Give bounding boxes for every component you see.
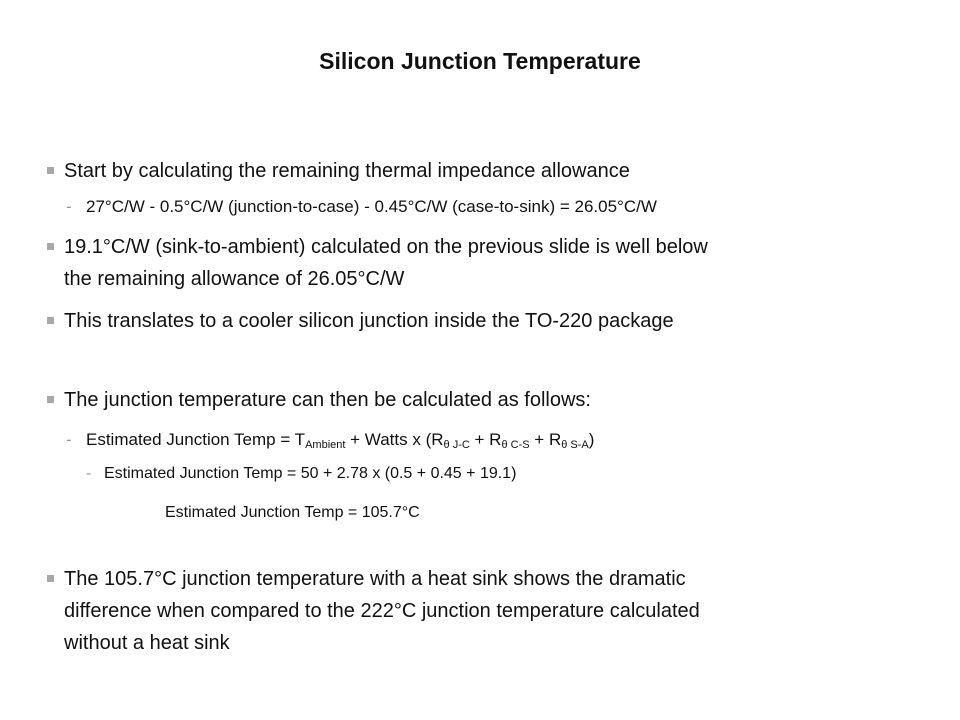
formula-subscript: θ S-A [561, 439, 589, 451]
slide-title: Silicon Junction Temperature [319, 48, 641, 74]
formula-part: Estimated Junction Temp = T [86, 430, 306, 449]
bullet-3-text: This translates to a cooler silicon junction inside the TO-220 package [64, 310, 674, 332]
dash-marker: - [66, 197, 72, 216]
bullet-4-text: The junction temperature can then be calculated as follows: [64, 389, 591, 411]
bullet-marker [47, 243, 54, 250]
bullet-5-line-2: difference when compared to the 222°C junction temperature calculated [64, 600, 700, 622]
bullet-1-text: Start by calculating the remaining thermal impedance allowance [64, 160, 630, 182]
calculation: Estimated Junction Temp = 50 + 2.78 x (0.5 + 0.45 + 19.1) [104, 465, 517, 482]
bullet-1-subitem: 27°C/W - 0.5°C/W (junction-to-case) - 0.45°C/W (case-to-sink) = 26.05°C/W [86, 197, 657, 216]
bullet-marker [47, 575, 54, 582]
dash-marker: - [86, 465, 92, 482]
formula-part: + Watts x (R [345, 430, 444, 449]
formula-subscript: θ C-S [501, 439, 530, 451]
dash-marker: - [66, 430, 72, 449]
formula-subscript: θ J-C [443, 439, 470, 451]
formula-part: ) [588, 430, 595, 449]
bullet-2-line-2: the remaining allowance of 26.05°C/W [64, 268, 405, 290]
result: Estimated Junction Temp = 105.7°C [165, 504, 420, 521]
bullet-5-line-3: without a heat sink [64, 632, 230, 654]
formula-part: + R [529, 430, 562, 449]
formula [86, 428, 594, 452]
bullet-5-line-1: The 105.7°C junction temperature with a heat sink shows the dramatic [64, 568, 686, 590]
formula-subscript: Ambient [305, 439, 346, 451]
formula-part: + R [469, 430, 502, 449]
bullet-marker [47, 396, 54, 403]
bullet-marker [47, 317, 54, 324]
bullet-2-line-1: 19.1°C/W (sink-to-ambient) calculated on the previous slide is well below [64, 236, 708, 258]
bullet-marker [47, 167, 54, 174]
